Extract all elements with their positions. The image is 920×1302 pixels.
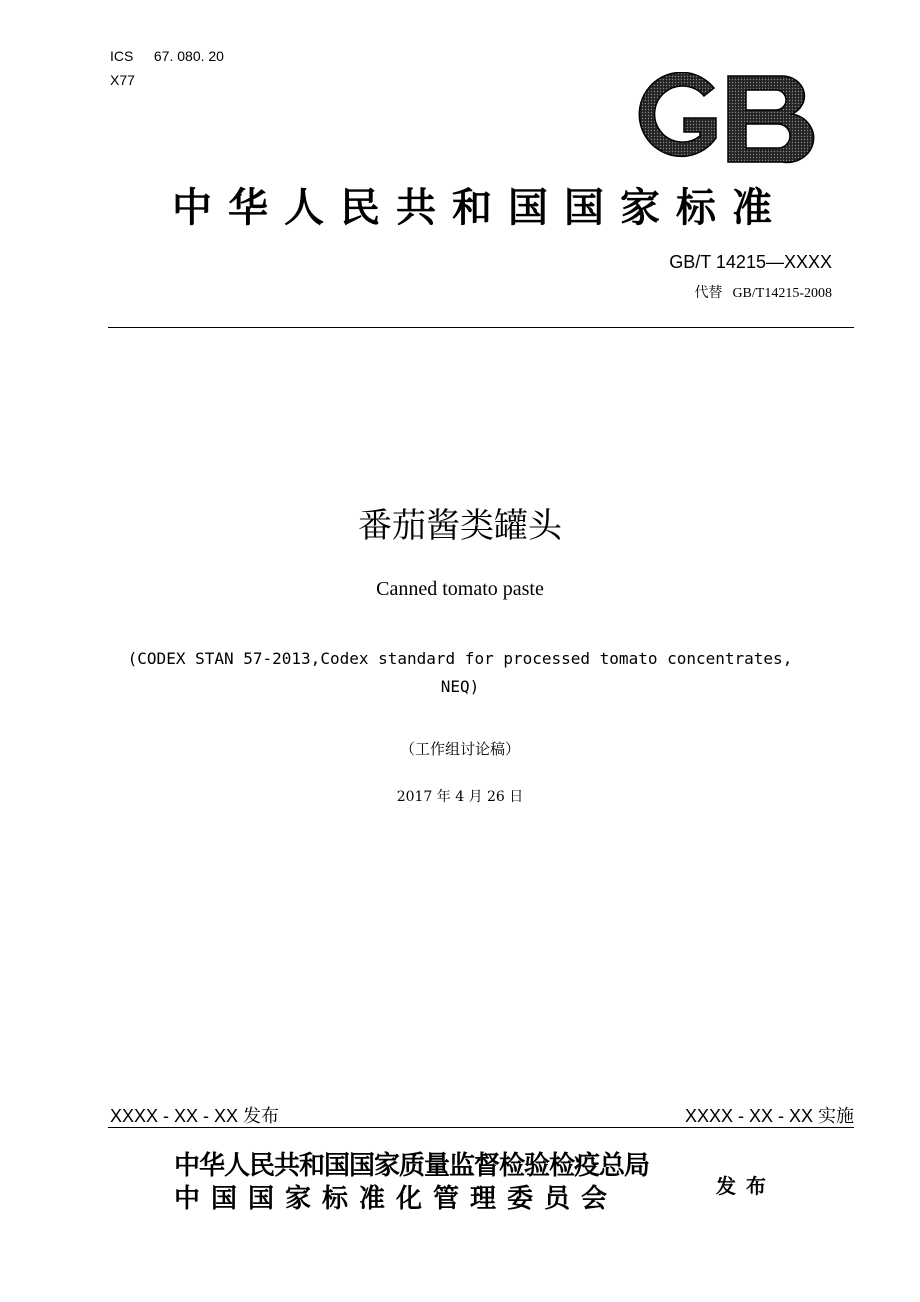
ccs-code: X77 [110, 72, 135, 88]
codex-reference [60, 645, 860, 701]
ics-code: 67. 080. 20 [153, 48, 224, 64]
national-standard-title: 中华人民共和国国家标准 [172, 185, 788, 231]
document-title-english: Canned tomato paste [376, 578, 544, 600]
footer-divider [108, 1127, 854, 1128]
replaces-standard [694, 282, 832, 302]
ics-label: ICS [110, 48, 134, 64]
draft-stage: （工作组讨论稿） [399, 740, 520, 758]
replaces-number: GB/T14215-2008 [732, 286, 832, 301]
replaces-label: 代替 [694, 286, 723, 301]
effective-date: XXXX - XX - XX 实施 [684, 1106, 854, 1126]
ics-code-line [110, 48, 224, 64]
publish-date: XXXX - XX - XX 发布 [110, 1106, 280, 1126]
document-title-chinese: 番茄酱类罐头 [358, 506, 562, 546]
codex-reference-line-2: NEQ) [440, 677, 480, 696]
issuer-block [174, 1150, 649, 1216]
issue-label: 发布 [716, 1174, 776, 1198]
gb-logo [632, 72, 822, 166]
draft-date: 2017 年 4 月 26 日 [396, 789, 524, 805]
codex-reference-line-1: (CODEX STAN 57-2013,Codex standard for processed tomato concentrates, [127, 649, 793, 668]
issuer-name-1: 中华人民共和国国家质量监督检验检疫总局 [174, 1151, 650, 1181]
issuer-name-2: 中国国家标准化管理委员会 [174, 1184, 619, 1214]
standard-number: GB/T 14215—XXXX [669, 252, 832, 272]
header-divider [108, 327, 854, 328]
